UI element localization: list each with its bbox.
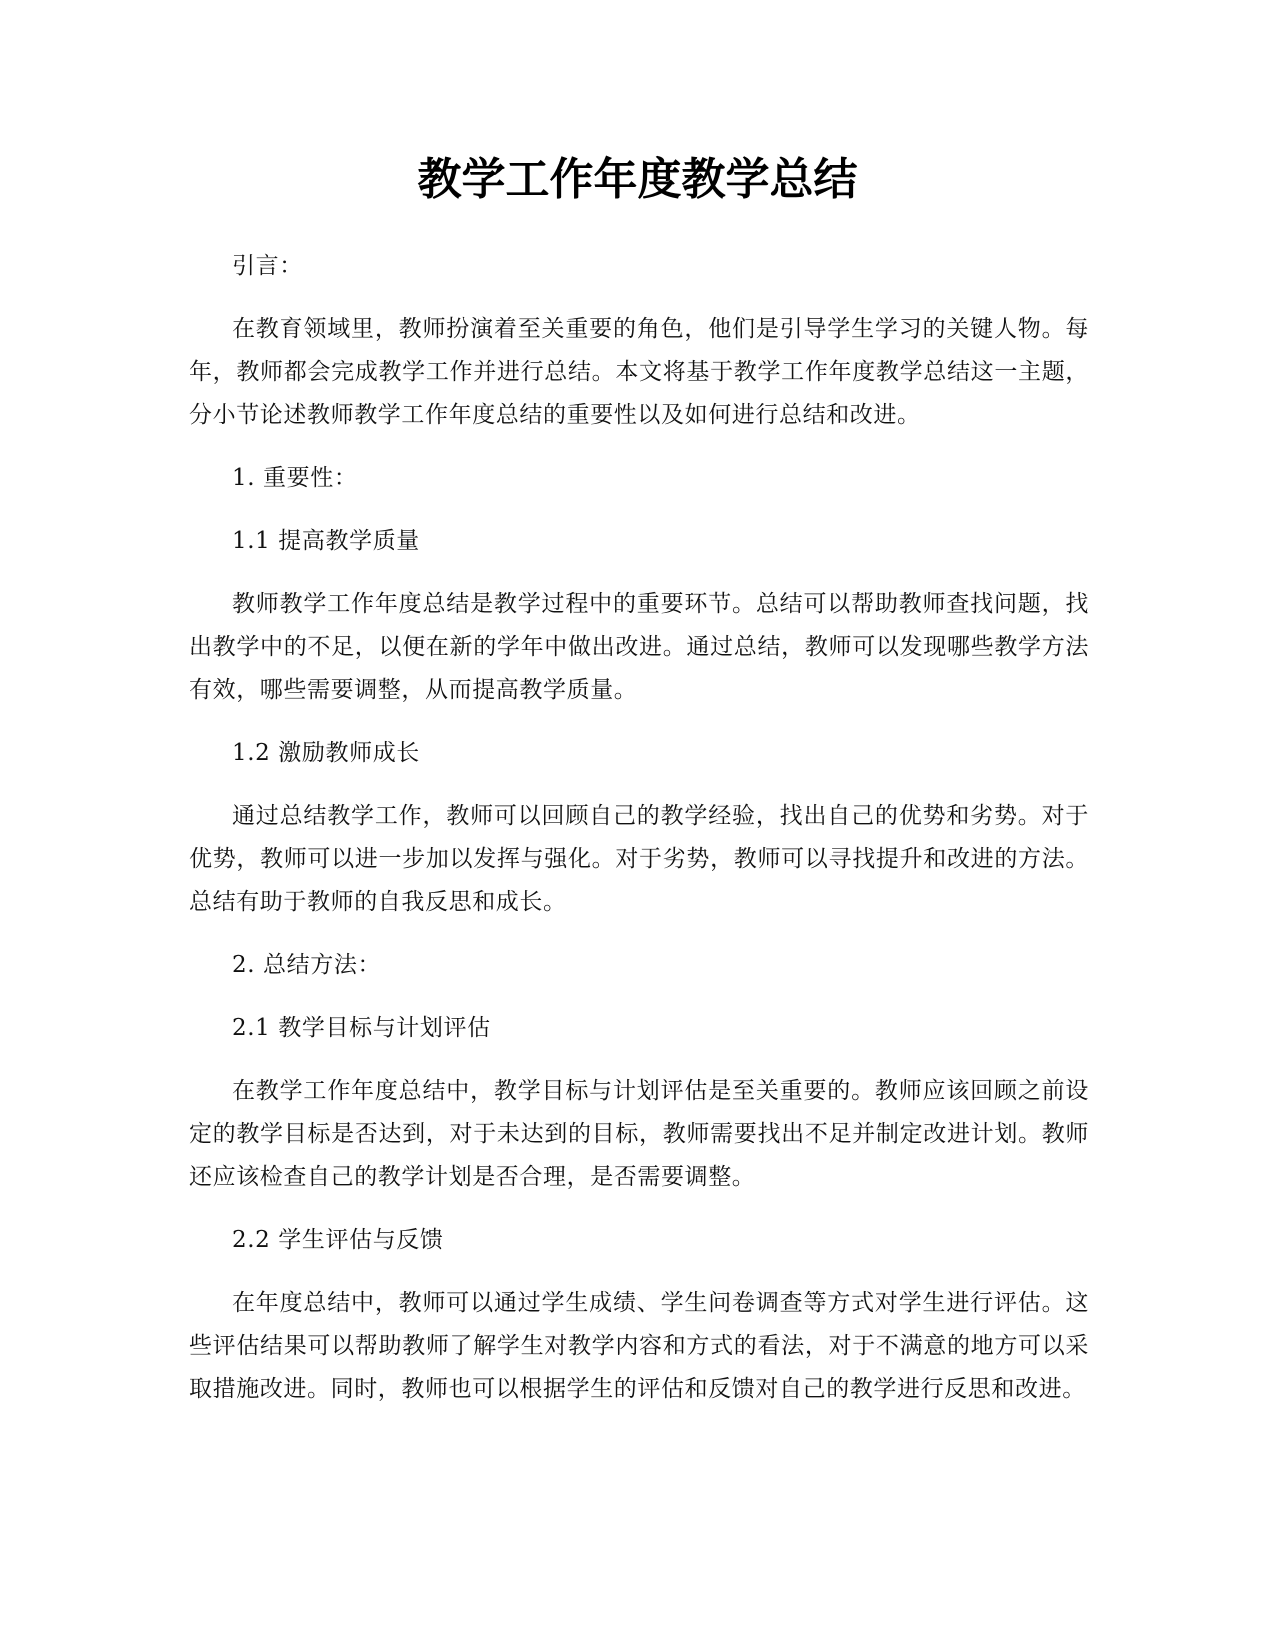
document-body [189, 245, 1089, 1431]
intro-label: 引言： [232, 253, 303, 279]
subsection-heading-growth: 1.2 激励教师成长 [232, 740, 420, 766]
quality-paragraph: 教师教学工作年度总结是教学过程中的重要环节。总结可以帮助教师查找问题，找出教学中的不足，以便在新的学年中做出改进。通过总结，教师可以发现哪些教学方法有效，哪些需要调整，从而提高教学质量。 [189, 591, 1089, 703]
growth-paragraph: 通过总结教学工作，教师可以回顾自己的教学经验，找出自己的优势和劣势。对于优势，教师可以进一步加以发挥与强化。对于劣势，教师可以寻找提升和改进的方法。总结有助于教师的自我反思和成长。 [189, 803, 1089, 915]
subsection-heading-feedback: 2.2 学生评估与反馈 [232, 1227, 444, 1253]
goals-paragraph: 在教学工作年度总结中，教学目标与计划评估是至关重要的。教师应该回顾之前设定的教学目标是否达到，对于未达到的目标，教师需要找出不足并制定改进计划。教师还应该检查自己的教学计划是否合理，是否需要调整。 [189, 1078, 1089, 1190]
intro-paragraph: 在教育领域里，教师扮演着至关重要的角色，他们是引导学生学习的关键人物。每年，教师都会完成教学工作并进行总结。本文将基于教学工作年度教学总结这一主题，分小节论述教师教学工作年度总结的重要性以及如何进行总结和改进。 [189, 316, 1089, 428]
feedback-paragraph: 在年度总结中，教师可以通过学生成绩、学生问卷调查等方式对学生进行评估。这些评估结果可以帮助教师了解学生对教学内容和方式的看法，对于不满意的地方可以采取措施改进。同时，教师也可以根据学生的评估和反馈对自己的教学进行反思和改进。 [189, 1290, 1089, 1402]
subsection-heading-goals: 2.1 教学目标与计划评估 [232, 1015, 491, 1041]
subsection-heading-quality: 1.1 提高教学质量 [232, 528, 420, 554]
section-heading-importance: 1. 重要性： [232, 465, 358, 491]
document-title: 教学工作年度教学总结 [417, 154, 858, 205]
section-heading-methods: 2. 总结方法： [232, 952, 382, 978]
